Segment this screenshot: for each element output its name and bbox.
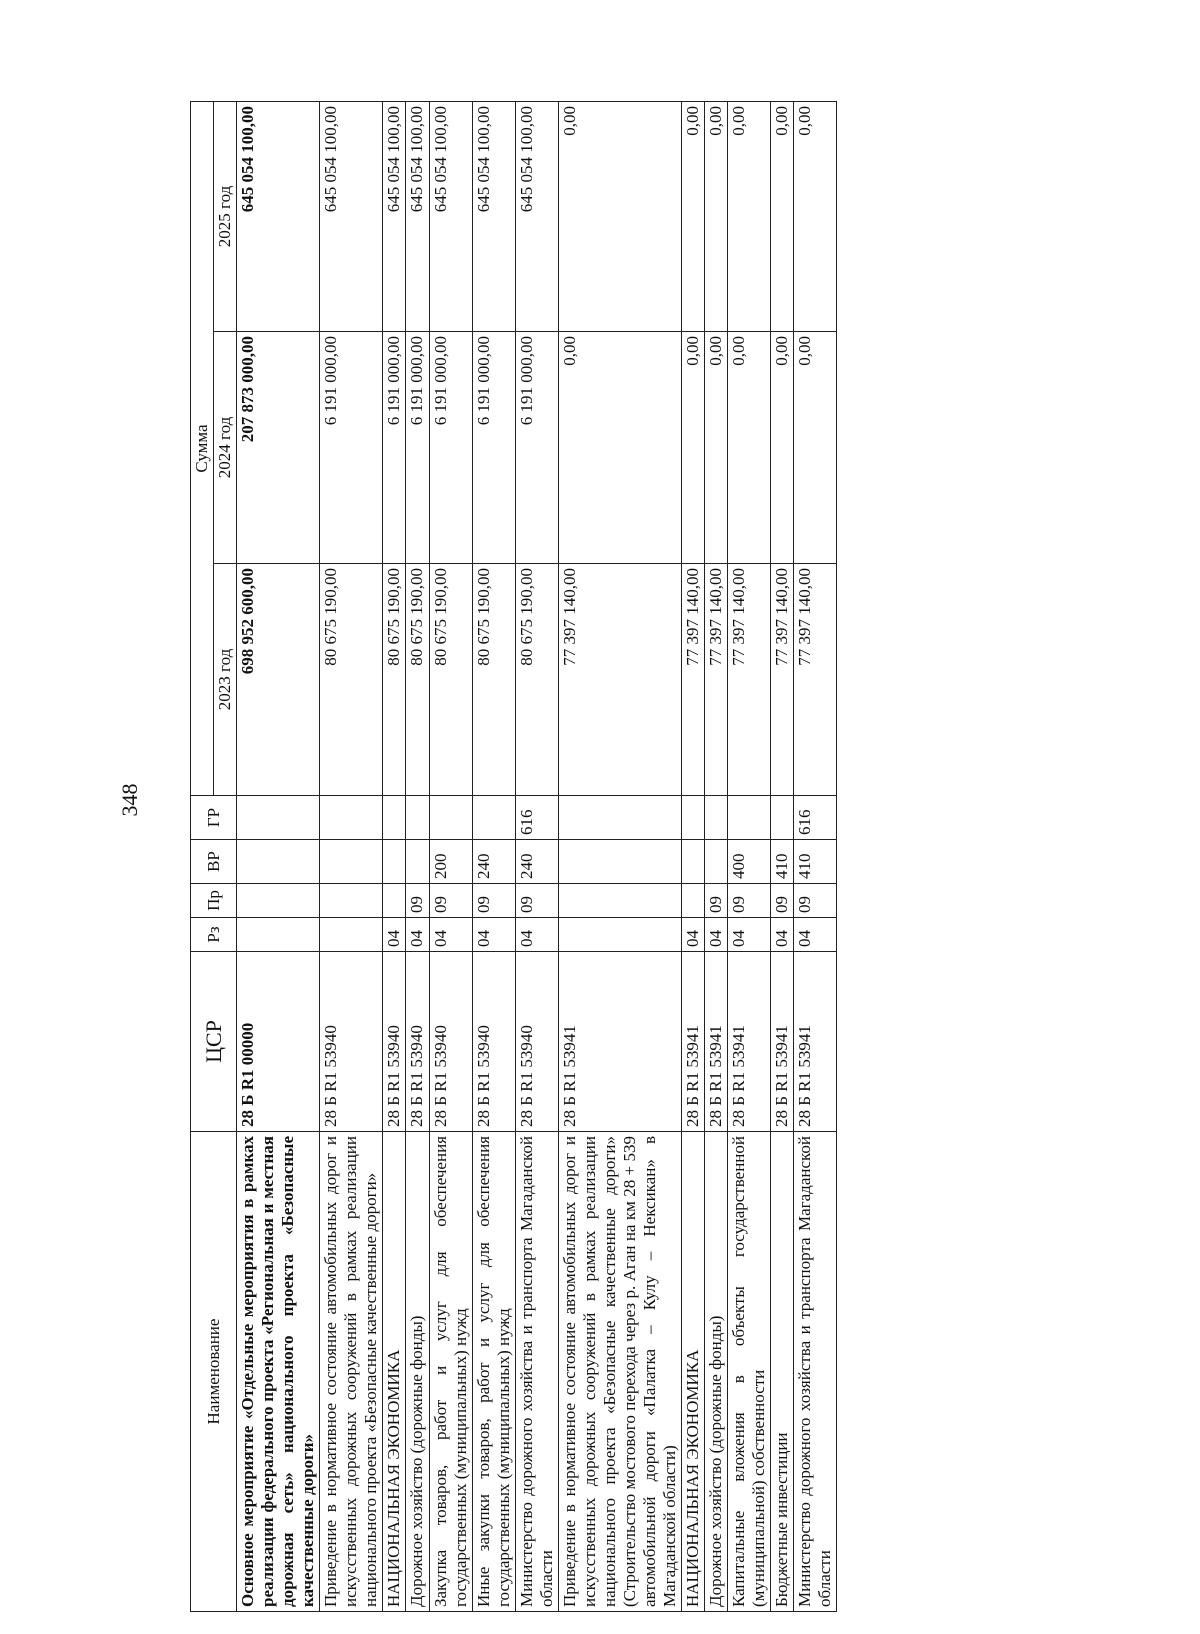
row-csr: 28 Б R1 53940: [515, 952, 558, 1132]
row-2023: 80 675 190,00: [406, 564, 429, 796]
row-2023: 77 397 140,00: [558, 564, 681, 796]
row-2025: 0,00: [558, 102, 681, 332]
row-2024: 0,00: [558, 332, 681, 564]
row-gr: 616: [794, 796, 837, 840]
header-gr: ГР: [191, 796, 237, 840]
page-number: 348: [117, 783, 142, 817]
row-2025: 645 054 100,00: [320, 102, 383, 332]
row-pr: 09: [771, 884, 794, 918]
row-name: НАЦИОНАЛЬНАЯ ЭКОНОМИКА: [682, 1132, 705, 1612]
row-vr: [558, 840, 681, 884]
row-gr: [237, 796, 320, 840]
row-vr: [682, 840, 705, 884]
row-gr: [771, 796, 794, 840]
row-2024: 207 873 000,00: [237, 332, 320, 564]
row-rz: 04: [728, 918, 771, 952]
row-vr: 200: [429, 840, 472, 884]
row-2024: 0,00: [771, 332, 794, 564]
header-csr: ЦСР: [191, 952, 237, 1132]
row-vr: [705, 840, 728, 884]
row-2024: 6 191 000,00: [406, 332, 429, 564]
row-vr: 400: [728, 840, 771, 884]
table-row: [472, 102, 515, 1612]
row-pr: [383, 884, 406, 918]
row-gr: [705, 796, 728, 840]
row-2023: 77 397 140,00: [682, 564, 705, 796]
row-gr: [558, 796, 681, 840]
row-vr: 240: [515, 840, 558, 884]
row-2024: 0,00: [728, 332, 771, 564]
row-rz: 04: [771, 918, 794, 952]
row-vr: 410: [794, 840, 837, 884]
row-gr: [682, 796, 705, 840]
table-row: [237, 102, 320, 1612]
table-row: [515, 102, 558, 1612]
row-csr: 28 Б R1 53941: [728, 952, 771, 1132]
row-2025: 0,00: [682, 102, 705, 332]
row-name: Дорожное хозяйство (дорожные фонды): [406, 1132, 429, 1612]
row-2023: 77 397 140,00: [771, 564, 794, 796]
row-name: Бюджетные инвестиции: [771, 1132, 794, 1612]
row-2023: 80 675 190,00: [472, 564, 515, 796]
row-rz: [320, 918, 383, 952]
row-pr: 09: [429, 884, 472, 918]
row-vr: [237, 840, 320, 884]
row-vr: 240: [472, 840, 515, 884]
table-body: [237, 102, 837, 1612]
row-pr: [558, 884, 681, 918]
row-rz: [237, 918, 320, 952]
row-name: НАЦИОНАЛЬНАЯ ЭКОНОМИКА: [383, 1132, 406, 1612]
row-pr: [320, 884, 383, 918]
row-rz: 04: [429, 918, 472, 952]
table-row: [406, 102, 429, 1612]
row-gr: [406, 796, 429, 840]
row-csr: 28 Б R1 53941: [794, 952, 837, 1132]
table-row: [429, 102, 472, 1612]
row-name: Дорожное хозяйство (дорожные фонды): [705, 1132, 728, 1612]
row-2023: 77 397 140,00: [705, 564, 728, 796]
row-2025: 0,00: [771, 102, 794, 332]
row-pr: 09: [705, 884, 728, 918]
header-pr: Пр: [191, 884, 237, 918]
row-pr: [682, 884, 705, 918]
row-2025: 0,00: [728, 102, 771, 332]
row-csr: 28 Б R1 53940: [429, 952, 472, 1132]
row-vr: [383, 840, 406, 884]
row-name: Иные закупки товаров, работ и услуг для обеспечения государственных (муниципальных) нужд: [472, 1132, 515, 1612]
row-2024: 6 191 000,00: [429, 332, 472, 564]
row-pr: 09: [728, 884, 771, 918]
row-2023: 80 675 190,00: [383, 564, 406, 796]
row-name: Приведение в нормативное состояние автомобильных дорог и искусственных дорожных сооружений в рамках реализации национального проекта «Безопасные качественные дороги»: [320, 1132, 383, 1612]
row-pr: 09: [406, 884, 429, 918]
row-rz: 04: [472, 918, 515, 952]
table-row: [558, 102, 681, 1612]
row-vr: 410: [771, 840, 794, 884]
row-gr: [728, 796, 771, 840]
table-row: [320, 102, 383, 1612]
row-gr: [320, 796, 383, 840]
header-rz: Рз: [191, 918, 237, 952]
row-2023: 77 397 140,00: [728, 564, 771, 796]
row-rz: 04: [515, 918, 558, 952]
row-gr: [429, 796, 472, 840]
row-2024: 6 191 000,00: [320, 332, 383, 564]
row-pr: [237, 884, 320, 918]
row-csr: 28 Б R1 53940: [320, 952, 383, 1132]
row-2025: 0,00: [794, 102, 837, 332]
header-2024: 2024 год: [214, 332, 237, 564]
header-row: [191, 102, 214, 1612]
row-name: Основное мероприятие «Отдельные мероприятия в рамках реализации федерального проекта «Региональная и местная дорожная сеть» национального проекта «Безопасные качественные дороги»: [237, 1132, 320, 1612]
rotated-page: [190, 102, 1048, 1612]
row-gr: 616: [515, 796, 558, 840]
row-pr: 09: [794, 884, 837, 918]
row-csr: 28 Б R1 53941: [771, 952, 794, 1132]
table-row: [794, 102, 837, 1612]
row-rz: 04: [383, 918, 406, 952]
row-csr: 28 Б R1 00000: [237, 952, 320, 1132]
row-2025: 645 054 100,00: [429, 102, 472, 332]
row-2024: 0,00: [682, 332, 705, 564]
row-rz: 04: [406, 918, 429, 952]
row-csr: 28 Б R1 53941: [558, 952, 681, 1132]
row-pr: 09: [515, 884, 558, 918]
header-2023: 2023 год: [214, 564, 237, 796]
header-sum: Сумма: [191, 102, 214, 796]
row-2025: 645 054 100,00: [237, 102, 320, 332]
table-row: [771, 102, 794, 1612]
row-name: Министерство дорожного хозяйства и транспорта Магаданской области: [794, 1132, 837, 1612]
row-csr: 28 Б R1 53941: [705, 952, 728, 1132]
row-name: Закупка товаров, работ и услуг для обеспечения государственных (муниципальных) нужд: [429, 1132, 472, 1612]
row-2023: 80 675 190,00: [429, 564, 472, 796]
row-gr: [383, 796, 406, 840]
row-pr: 09: [472, 884, 515, 918]
row-gr: [472, 796, 515, 840]
row-2023: 80 675 190,00: [515, 564, 558, 796]
row-2025: 645 054 100,00: [406, 102, 429, 332]
table-row: [682, 102, 705, 1612]
row-name: Приведение в нормативное состояние автомобильных дорог и искусственных дорожных сооружений в рамках реализации национального проекта «Безопасные качественные дороги» (Строительство мостового перехода через р. Аган на км 28 + 539 автомобильной дороги «Палатка – Кулу – Нексикан» в Магаданской области): [558, 1132, 681, 1612]
row-rz: [558, 918, 681, 952]
row-2025: 645 054 100,00: [472, 102, 515, 332]
row-csr: 28 Б R1 53940: [472, 952, 515, 1132]
header-name: Наименование: [191, 1132, 237, 1612]
row-vr: [406, 840, 429, 884]
row-2023: 698 952 600,00: [237, 564, 320, 796]
header-2025: 2025 год: [214, 102, 237, 332]
row-2023: 77 397 140,00: [794, 564, 837, 796]
row-2025: 645 054 100,00: [383, 102, 406, 332]
row-2025: 0,00: [705, 102, 728, 332]
row-2024: 6 191 000,00: [383, 332, 406, 564]
row-2024: 0,00: [794, 332, 837, 564]
row-2024: 0,00: [705, 332, 728, 564]
budget-table: [190, 101, 837, 1612]
row-rz: 04: [794, 918, 837, 952]
row-csr: 28 Б R1 53940: [383, 952, 406, 1132]
table-row: [705, 102, 728, 1612]
row-name: Капитальные вложения в объекты государственной (муниципальной) собственности: [728, 1132, 771, 1612]
row-2024: 6 191 000,00: [472, 332, 515, 564]
row-csr: 28 Б R1 53941: [682, 952, 705, 1132]
table-row: [383, 102, 406, 1612]
row-name: Министерство дорожного хозяйства и транспорта Магаданской области: [515, 1132, 558, 1612]
row-rz: 04: [705, 918, 728, 952]
row-rz: 04: [682, 918, 705, 952]
row-csr: 28 Б R1 53940: [406, 952, 429, 1132]
row-vr: [320, 840, 383, 884]
header-vr: ВР: [191, 840, 237, 884]
table-row: [728, 102, 771, 1612]
row-2024: 6 191 000,00: [515, 332, 558, 564]
row-2025: 645 054 100,00: [515, 102, 558, 332]
row-2023: 80 675 190,00: [320, 564, 383, 796]
